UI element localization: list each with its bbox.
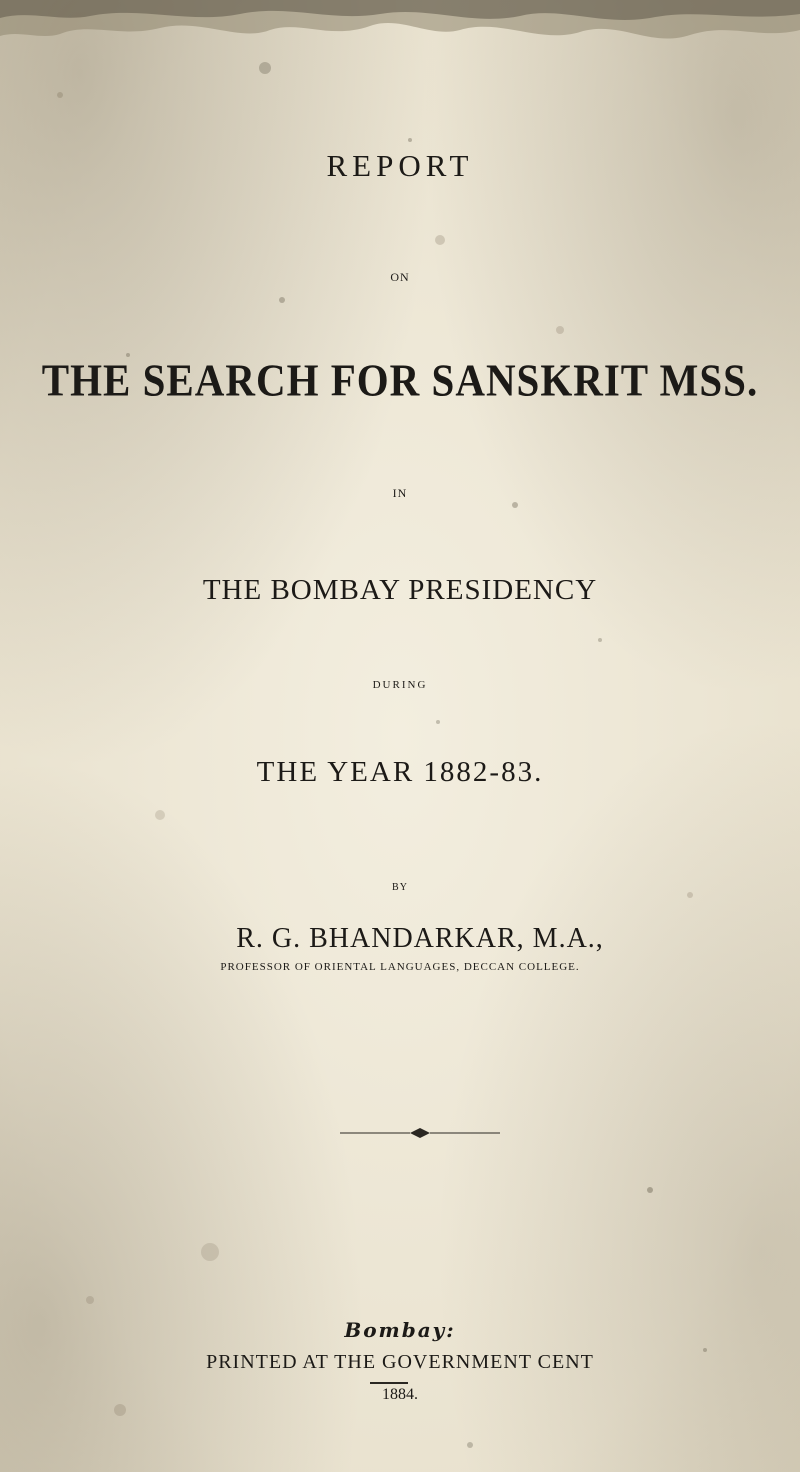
author-affiliation: PROFESSOR OF ORIENTAL LANGUAGES, DECCAN COLLEGE. <box>220 961 580 973</box>
report-heading: REPORT <box>326 148 474 183</box>
connective-during: DURING <box>372 679 428 691</box>
region-title: THE BOMBAY PRESIDENCY <box>202 574 598 606</box>
connective-on: ON <box>390 270 410 284</box>
period-title: THE YEAR 1882-83. <box>256 756 544 788</box>
diamond-rule-ornament <box>340 1127 500 1139</box>
torn-top-edge <box>0 0 800 70</box>
imprint-place: Bombay: <box>344 1318 456 1342</box>
connective-by: BY <box>392 882 408 893</box>
subject-title: THE SEARCH FOR SANSKRIT MSS. <box>41 354 759 406</box>
author-name: R. G. BHANDARKAR, M.A., <box>236 923 604 954</box>
imprint-printer: PRINTED AT THE GOVERNMENT CENT <box>206 1351 594 1373</box>
imprint-rule <box>370 1382 408 1384</box>
imprint-year: 1884. <box>382 1386 418 1403</box>
connective-in: IN <box>392 486 408 500</box>
